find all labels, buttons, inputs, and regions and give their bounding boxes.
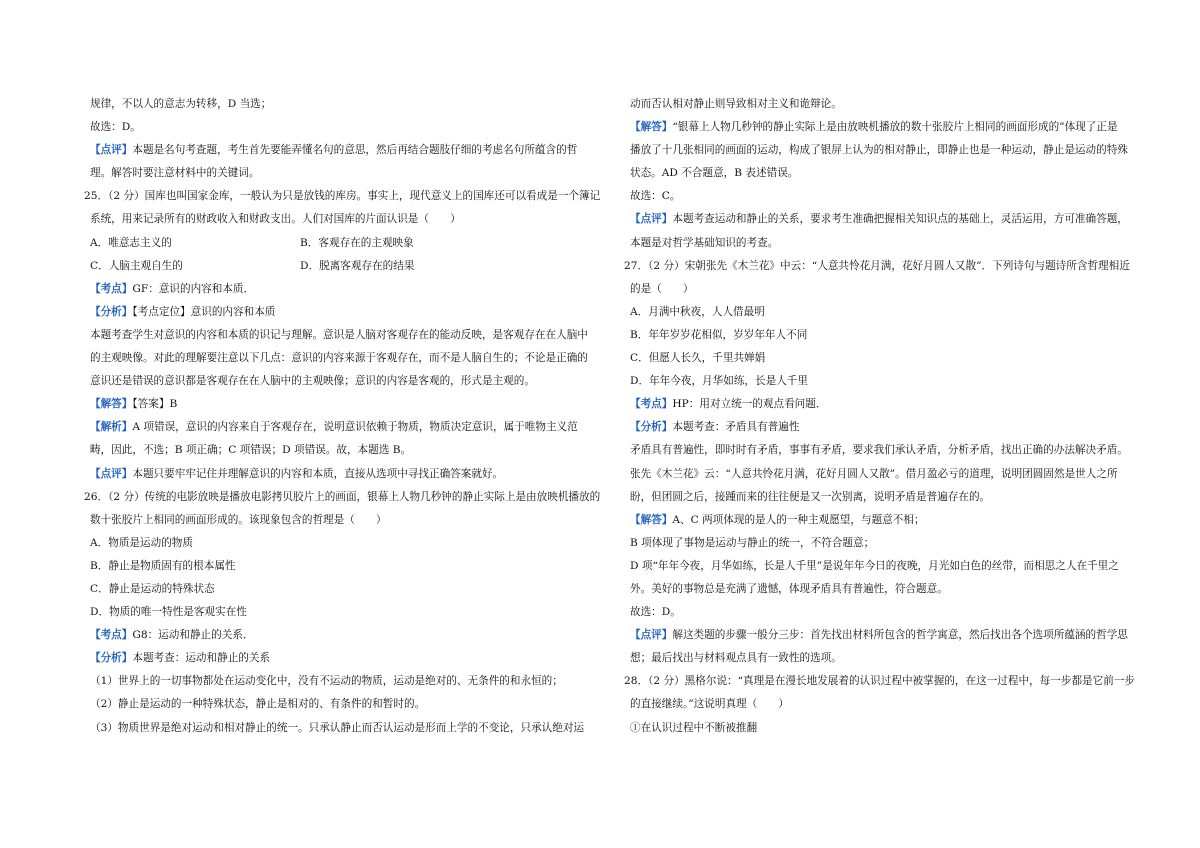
text-line: B．静止是物质固有的根本属性 [90,559,236,572]
section-tag: 【分析】 [90,652,133,665]
section-tag: 【点评】 [90,467,133,480]
text-line: 理。解答时要注意材料中的关键词。 [90,167,260,180]
line-text: 本题只要牢牢记住并理解意识的内容和本质，直接从选项中寻找正确答案就好。 [132,467,504,480]
annotated-line [84,624,600,647]
line-text: G8：运动和静止的关系． [132,629,254,642]
text-line: 本题是对哲学基础知识的考查。 [630,236,779,249]
text-line: 规律，不以人的意志为转移，D 当选； [90,98,272,110]
line-text: 解这类题的步骤一般分三步：首先找出材料所包含的哲学寓意，然后找出各个选项所蕴涵的哲学思 [672,629,1128,642]
options-row [84,232,600,255]
line-text: GF：意识的内容和本质． [132,282,255,295]
annotated-line [84,278,600,301]
text-line: 故选：D。 [90,121,141,134]
annotated-line [624,416,1140,439]
text-line: B 项体现了事物是运动与静止的统一，不符合题意； [630,536,875,549]
line-text: 本题考查：运动和静止的关系 [132,652,271,665]
section-tag: 【分析】 [630,421,673,434]
text-line: 外。美好的事物总是充满了遗憾，体现矛盾具有普遍性，符合题意。 [630,582,948,595]
text-line: （1）世界上的一切事物都处在运动变化中，没有不运动的物质，运动是绝对的、无条件的和永恒的； [90,675,563,688]
text-line: 想；最后找出与材料观点具有一致性的选项。 [630,652,842,665]
annotated-line [624,393,1140,416]
text-line: D 项“年年今夜，月华如练，长是人千里”是说年年今日的夜晚，月光如白色的丝带，而相思之人在千里之 [630,559,1119,572]
text-line: 本题考查学生对意识的内容和本质的识记与理解。意识是人脑对客观存在的能动反映，是客观存在在人脑中 [90,328,588,341]
line-text: 本题考查：矛盾具有普遍性 [672,421,800,434]
text-line: C．但愿人长久，千里共婵娟 [630,352,766,365]
question-line: 28．（2 分）黑格尔说：“真理是在漫长地发展着的认识过程中被掌握的，在这一过程中，每一步都是它前一步 [624,675,1136,688]
option-text: B．客观存在的主观映象 [300,236,414,249]
annotated-line [624,208,1140,231]
text-line: D．物质的唯一特性是客观实在性 [90,606,247,619]
text-line: 故选：C。 [630,190,681,203]
text-line: 状态。AD 不合题意，B 表述错误。 [630,167,799,180]
annotated-line [84,139,600,162]
section-tag: 【考点】 [90,282,133,295]
section-tag: 【解析】 [90,421,133,434]
text-line: 数十张胶片上相同的画面形成的。该现象包含的哲理是（ ） [90,513,387,526]
annotated-line [624,116,1140,139]
section-tag: 【分析】 [90,305,133,318]
text-line: 的是（ ） [630,282,694,295]
section-tag: 【点评】 [630,213,673,226]
section-tag: 【点评】 [630,629,673,642]
line-text: A 项错误，意识的内容来自于客观存在，说明意识依赖于物质，物质决定意识，属于唯物主义范 [132,421,578,434]
section-tag: 【考点】 [90,629,133,642]
annotated-line [624,624,1140,647]
text-line: 张先《木兰花》云：“人意共怜花月满，花好月圆人又散”。借月盈必亏的道理，说明团圆固然是世人之所 [630,467,1118,480]
option-text: A．唯意志主义的 [90,236,172,249]
text-line: ①在认识过程中不断被推翻 [630,721,758,734]
line-text: 本题考查运动和静止的关系，要求考生准确把握相关知识点的基础上，灵活运用，方可准确答题， [672,213,1128,226]
text-line: （2）静止是运动的一种特殊状态，静止是相对的、有条件的和暂时的。 [90,698,426,711]
text-line: 动而否认相对静止则导致相对主义和诡辩论。 [630,98,842,110]
annotated-line [624,509,1140,532]
text-line: 的直接继续。”这说明真理（ ） [630,698,790,711]
text-line: D．年年今夜，月华如练，长是人千里 [630,375,808,388]
text-line: 畴，因此，不选；B 项正确；C 项错误；D 项错误。故，本题选 B。 [90,444,412,457]
text-line: A．物质是运动的物质 [90,536,193,549]
section-tag: 【解答】 [90,398,133,411]
text-line: （3）物质世界是绝对运动和相对静止的统一。只承认静止而否认运动是形而上学的不变论，只承认绝对运 [90,721,585,734]
left-column [84,93,600,740]
line-text: “银幕上人物几秒钟的静止实际上是由放映机播放的数十张胶片上相同的画面形成的”体现了正是 [672,121,1118,134]
text-line: 盼，但团圆之后，接踵而来的往往便是又一次别离，说明矛盾是普遍存在的。 [630,490,991,503]
section-tag: 【点评】 [90,144,133,157]
right-column [624,93,1140,740]
annotated-line [84,463,600,486]
text-line: C．静止是运动的特殊状态 [90,582,215,595]
text-line: A．月满中秋夜，人人借最明 [630,305,765,318]
line-text: HP：用对立统一的观点看问题． [672,398,827,411]
line-text: 【答案】B [132,398,178,411]
question-line: 26．（2 分）传统的电影放映是播放电影拷贝胶片上的画面，银幕上人物几秒钟的静止实际上是由放映机播放的 [84,490,601,503]
annotated-line [84,416,600,439]
annotated-line [84,647,600,670]
options-row [84,255,600,278]
annotated-line [84,393,600,416]
text-line: B．年年岁岁花相似，岁岁年年人不同 [630,328,808,341]
text-line: 故选：D。 [630,606,681,619]
text-line: 播放了十几张相同的画面的运动，构成了银屏上认为的相对静止，即静止也是一种运动，静止是运动的特殊 [630,144,1128,157]
question-line: 27．（2 分）宋朝张先《木兰花》中云：“人意共怜花月满，花好月圆人又散”．下列诗句与题诗所含哲理相近 [624,259,1130,272]
text-line: 矛盾具有普遍性，即时时有矛盾，事事有矛盾，要求我们承认矛盾，分析矛盾，找出正确的办法解决矛盾。 [630,444,1128,457]
line-text: 【考点定位】意识的内容和本质 [132,305,276,318]
annotated-line [84,301,600,324]
text-line: 的主观映像。对此的理解要注意以下几点：意识的内容来源于客观存在，而不是人脑自生的；不论是正确的 [90,352,588,365]
question-line: 25．（2 分）国库也叫国家金库，一般认为只是放钱的库房。事实上，现代意义上的国库还可以看成是一个簿记 [84,190,601,203]
section-tag: 【解答】 [630,513,673,526]
section-tag: 【考点】 [630,398,673,411]
section-tag: 【解答】 [630,121,673,134]
text-line: 系统，用来记录所有的财政收入和财政支出。人们对国库的片面认识是（ ） [90,213,461,226]
line-text: 本题是名句考查题，考生首先要能弄懂名句的意思，然后再结合题肢仔细的考虑名句所蕴含的哲 [132,144,578,157]
line-text: A、C 两项体现的是人的一种主观愿望，与题意不相； [672,513,925,526]
text-line: 意识还是错误的意识都是客观存在在人脑中的主观映像；意识的内容是客观的，形式是主观的。 [90,375,535,388]
option-text: C．人脑主观自生的 [90,259,183,272]
option-text: D．脱离客观存在的结果 [300,259,415,272]
